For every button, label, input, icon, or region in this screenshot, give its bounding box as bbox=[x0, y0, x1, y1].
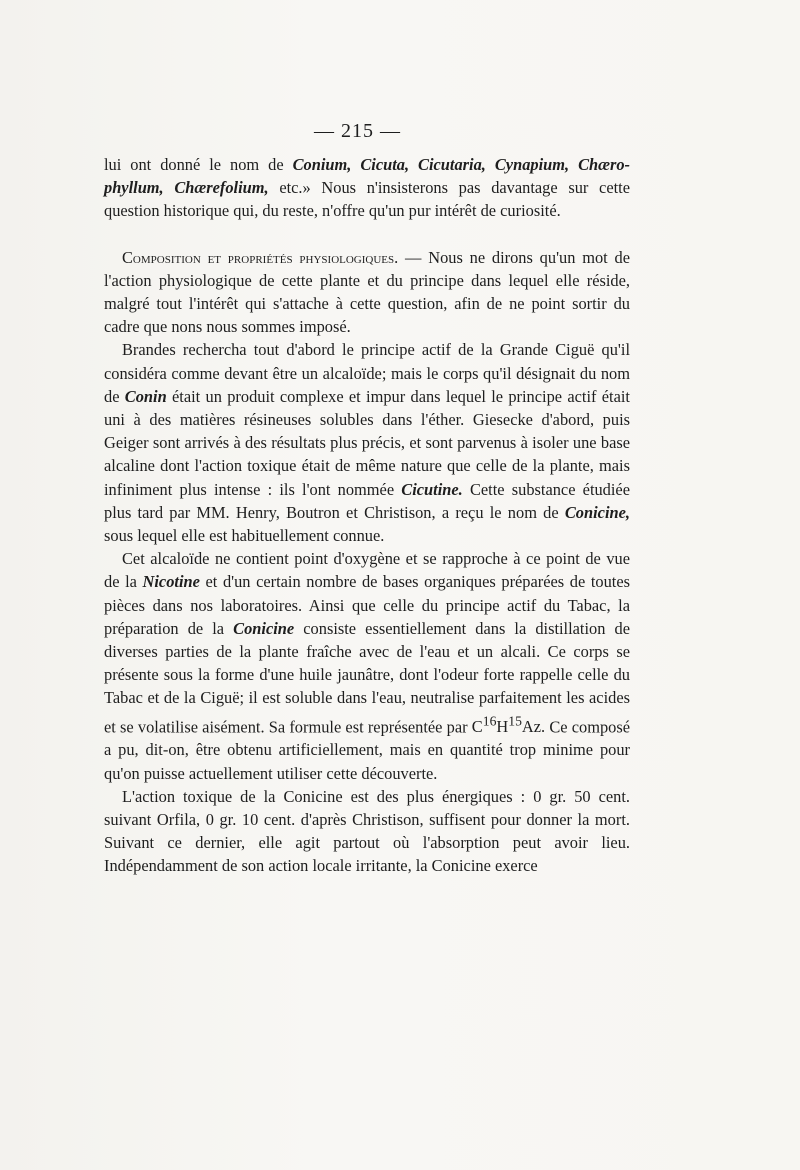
paragraph-4-text-3: consiste essentiellement dans la distillation de diverses parties de la plante fraîche avec de l'eau et un alcali. Ce corps se présente sous la forme d'une huile jaunâtre, dont l'odeur forte rappelle celle du Tabac et de la Ciguë; il est soluble dans l'eau, neutralise parfaitement les acides et se volatilise aisément. Sa formule est représentée par bbox=[104, 618, 630, 737]
paragraph-1-text-1: lui ont donné le nom de bbox=[104, 155, 293, 174]
page-number: — 215 — bbox=[314, 120, 401, 142]
body-text bbox=[104, 153, 630, 878]
paragraph-3-text-4: sous lequel elle est habituellement connue. bbox=[104, 526, 385, 546]
formula-carbon-count: 16 bbox=[482, 713, 497, 729]
paragraph-1 bbox=[104, 153, 630, 223]
paragraph-1-text-2: etc.» Nous n'insisterons pas davantage sur cette question historique qui, du reste, n'offre qu'un pur intérêt de curiosité. bbox=[104, 178, 630, 221]
paragraph-1-italic-1: Conium, Cicuta, Cicutaria, Cynapium, Chæro-phyllum, Chærefolium, bbox=[104, 155, 630, 198]
chemical-formula bbox=[471, 713, 546, 737]
paragraph-3-text-1: Brandes rechercha tout d'abord le principe actif de la Grande Ciguë qu'il considéra comme devant être un alcaloïde; mais le corps qu'il désignait du nom de bbox=[104, 340, 630, 406]
formula-hydrogen: H bbox=[496, 717, 509, 737]
paragraph-3-italic-2: Cicutine. bbox=[401, 479, 463, 499]
paragraph-4-italic-1: Nicotine bbox=[142, 572, 200, 592]
paragraph-4-text-2: et d'un certain nombre de bases organiques préparées de toutes pièces dans nos laboratoires. Ainsi que celle du principe actif du Tabac, la préparation de la bbox=[104, 572, 631, 638]
paragraph-3-text-3: Cette substance étudiée plus tard par MM. Henry, Boutron et Christison, a reçu le nom de bbox=[104, 479, 630, 522]
paragraph-3-text-2: était un produit complexe et impur dans lequel le principe actif était uni à des matières résineuses solubles dans l'éther. Giesecke d'abord, puis Geiger sont arrivés à des résultats plus précis, et sont parvenus à isoler une base alcaline dont l'action toxique était de même nature que celle de la plante, mais infiniment plus intense : ils l'ont nommée bbox=[104, 386, 630, 499]
paragraph-4-text-1: Cet alcaloïde ne contient point d'oxygène et se rapproche à ce point de vue de la bbox=[104, 549, 630, 592]
paragraph-4 bbox=[104, 547, 630, 785]
section-heading: Composition et propriétés physiologiques. bbox=[122, 247, 399, 267]
paragraph-5-text-1: L'action toxique de la Conicine est des plus énergiques : 0 gr. 50 cent. suivant Orfila, 0 gr. 10 cent. d'après Christison, suffisent pour donner la mort. Suivant ce dernier, elle agit partout où l'absorption peut avoir lieu. Indépendamment de son action locale irritante, la Conicine exerce bbox=[104, 786, 630, 876]
paragraph-4-text-4: Ce composé a pu, dit-on, être obtenu artificiellement, mais en quantité trop minime pour qu'on puisse actuellement utiliser cette découverte. bbox=[104, 717, 630, 783]
formula-nitrogen: Az. bbox=[521, 717, 546, 737]
paragraph-2-text-1: — Nous ne dirons qu'un mot de l'action physiologique de cette plante et du principe dans lequel elle réside, malgré tout l'intérêt qui s'attache à cette question, afin de ne point sortir du cadre que nons nous sommes imposé. bbox=[104, 247, 630, 337]
paragraph-3 bbox=[104, 338, 630, 547]
paragraph-2 bbox=[104, 246, 630, 339]
formula-hydrogen-count: 15 bbox=[508, 713, 522, 729]
paragraph-3-italic-3: Conicine, bbox=[564, 502, 630, 522]
paragraph-3-italic-1: Conin bbox=[124, 386, 167, 406]
paragraph-5 bbox=[104, 785, 630, 878]
paragraph-4-italic-2: Conicine bbox=[233, 618, 295, 638]
formula-carbon: C bbox=[471, 717, 483, 737]
